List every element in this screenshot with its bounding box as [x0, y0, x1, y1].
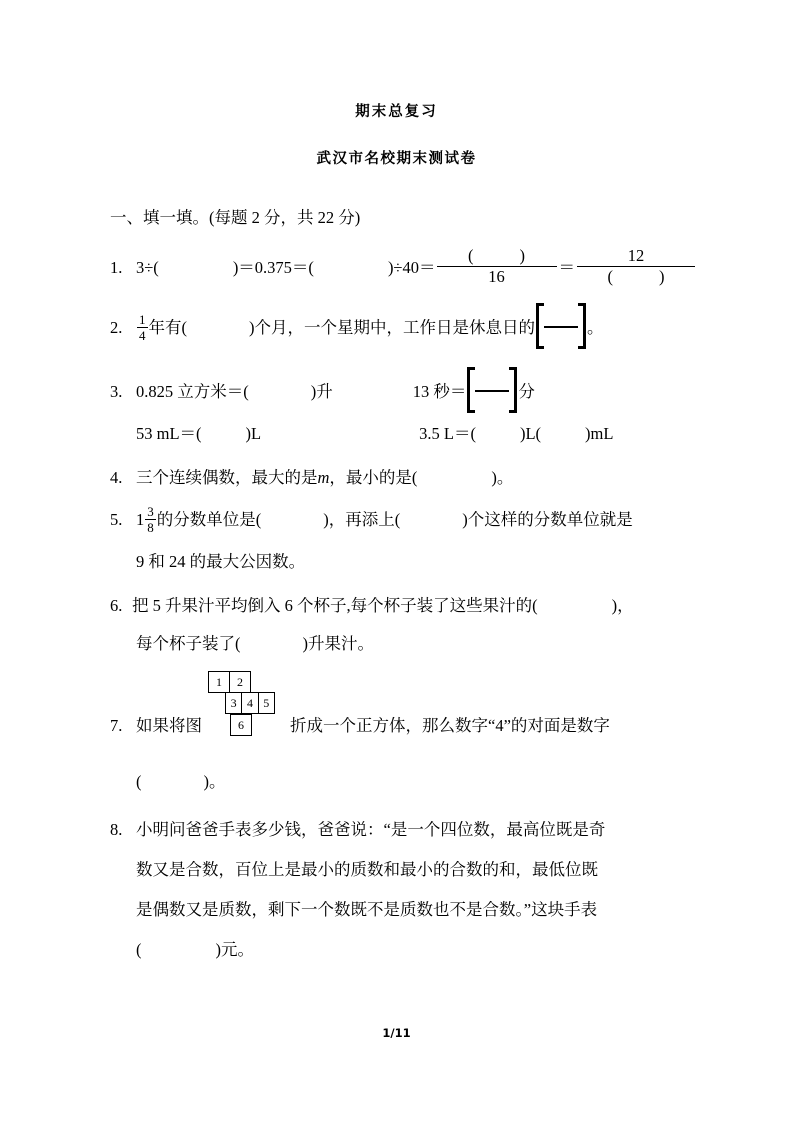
question-2-text-1: 年有( — [148, 317, 187, 337]
fraction-bar — [577, 266, 695, 267]
question-2-bracket-fraction-blank[interactable] — [536, 303, 586, 349]
question-7-line2-text-1: ( — [136, 771, 142, 791]
paren-close: ) — [659, 266, 665, 286]
question-3-text-3: 13 秒＝ — [412, 381, 467, 401]
bracket-right-icon — [578, 303, 586, 349]
question-4 — [110, 463, 690, 493]
question-6-number: 6. — [110, 595, 123, 615]
question-8-line4-text-1: ( — [136, 939, 142, 959]
question-4-variable: m — [317, 467, 330, 487]
question-3-line2-text-2: )L — [245, 423, 262, 443]
bracket-right-icon — [509, 367, 517, 413]
question-8-line-2: 数又是合数，百位上是最小的质数和最小的合数的和，最低位既 — [136, 859, 598, 879]
question-5-number: 5. — [110, 509, 123, 529]
question-5-text-1: 的分数单位是( — [156, 509, 262, 529]
question-1-text-2: )＝0.375＝( — [232, 257, 314, 277]
question-1-text-1: 3÷( — [136, 257, 159, 277]
cube-net-cell: 2 — [229, 671, 251, 693]
question-7-number: 7. — [110, 715, 123, 735]
bracket-fraction-inner — [544, 303, 578, 349]
question-5-text-3: )个这样的分数单位就是 — [462, 509, 633, 529]
denominator: 8 — [147, 520, 154, 536]
question-1-fraction-2 — [577, 247, 695, 285]
question-7-line2-text-2: )。 — [203, 771, 226, 791]
question-5-line2: 9 和 24 的最大公因数。 — [136, 551, 306, 571]
question-1-text-3: )÷40＝ — [387, 257, 436, 277]
question-3-line2-text-4: )L( — [519, 423, 542, 443]
question-8-number: 8. — [110, 819, 123, 839]
cube-net-cell: 5 — [258, 692, 275, 714]
cube-net-cell: 6 — [230, 714, 252, 736]
paren-open: ( — [607, 266, 613, 286]
question-8 — [110, 815, 690, 965]
bracket-left-icon — [467, 367, 475, 413]
question-2-number: 2. — [110, 317, 123, 337]
cube-net-spacer — [208, 714, 230, 736]
question-3-line2-text-1: 53 mL＝( — [136, 423, 202, 443]
page-title-main: 期末总复习 — [355, 104, 438, 120]
page-number-footer: 1/11 — [382, 1026, 411, 1040]
question-5-text-2: )，再添上( — [323, 509, 401, 529]
question-6-line2-text-2: )升果汁。 — [302, 633, 374, 653]
question-1 — [110, 246, 690, 287]
numerator: 3 — [147, 504, 154, 520]
question-6-line2-text-1: 每个杯子装了( — [136, 633, 241, 653]
question-5-fraction — [145, 505, 156, 534]
question-5-whole-number: 1 — [136, 509, 145, 529]
cube-net-spacer — [208, 692, 225, 714]
question-1-fraction-1 — [437, 247, 557, 285]
question-7-text-1: 如果将图 — [136, 715, 202, 735]
question-3-bracket-fraction-blank[interactable] — [467, 367, 517, 413]
question-7 — [110, 674, 690, 797]
question-2-text-2: )个月，一个星期中，工作日是休息日的 — [249, 317, 535, 337]
question-3-text-2: )升 — [310, 381, 333, 401]
question-8-line4-text-2: )元。 — [215, 939, 254, 959]
question-2-text-3: 。 — [587, 317, 604, 337]
question-8-line-1: 小明问爸爸手表多少钱，爸爸说：“是一个四位数，最高位既是奇 — [136, 819, 606, 839]
question-6-text-1: 把 5 升果汁平均倒入 6 个杯子,每个杯子装了这些果汁的( — [132, 595, 538, 615]
question-3-text-4: 分 — [518, 381, 535, 401]
question-8-line-3: 是偶数又是质数，剩下一个数既不是质数也不是合数。”这块手表 — [136, 899, 598, 919]
question-2-fraction-quarter — [137, 313, 148, 342]
question-3-line2-text-5: )mL — [585, 423, 614, 443]
question-1-number: 1. — [110, 257, 123, 277]
question-1-fraction-1-denominator: 16 — [488, 266, 505, 286]
exam-content — [110, 205, 690, 965]
denominator: 4 — [139, 328, 146, 344]
numerator: 1 — [139, 312, 146, 328]
question-1-equals: ＝ — [558, 257, 575, 277]
cube-net-row-2 — [208, 692, 274, 714]
cube-net-row-3 — [208, 714, 274, 736]
section-heading: 一、填一填。(每题 2 分，共 22 分) — [110, 208, 361, 227]
cube-net-cell: 4 — [241, 692, 258, 714]
question-1-fraction-1-numerator[interactable] — [466, 247, 527, 264]
question-1-fraction-2-numerator: 12 — [627, 246, 645, 266]
question-3-line2-text-3: 3.5 L＝( — [419, 423, 476, 443]
question-4-text-3: )。 — [491, 467, 514, 487]
question-4-text-1: 三个连续偶数，最大的是 — [136, 467, 318, 487]
question-3-number: 3. — [110, 381, 123, 401]
bracket-fraction-inner — [475, 367, 509, 413]
question-4-number: 4. — [110, 467, 123, 487]
question-6-text-2: )， — [611, 595, 634, 615]
cube-net-diagram — [208, 671, 274, 737]
question-3 — [110, 369, 690, 449]
question-6 — [110, 591, 690, 659]
question-7-text-2: 折成一个正方体，那么数字“4”的对面是数字 — [290, 715, 610, 735]
question-4-text-2: ，最小的是( — [329, 467, 418, 487]
paren-close: ) — [519, 246, 525, 266]
paren-open: ( — [468, 246, 474, 266]
question-1-fraction-2-denominator[interactable] — [606, 268, 667, 285]
question-5 — [110, 505, 690, 577]
cube-net-row-1 — [208, 671, 274, 692]
question-3-text-1: 0.825 立方米＝( — [136, 381, 249, 401]
question-2 — [110, 305, 690, 351]
cube-net-cell: 3 — [225, 692, 242, 714]
page-title-sub: 武汉市名校期末测试卷 — [316, 151, 477, 167]
cube-net-cell: 1 — [208, 671, 230, 693]
bracket-left-icon — [536, 303, 544, 349]
